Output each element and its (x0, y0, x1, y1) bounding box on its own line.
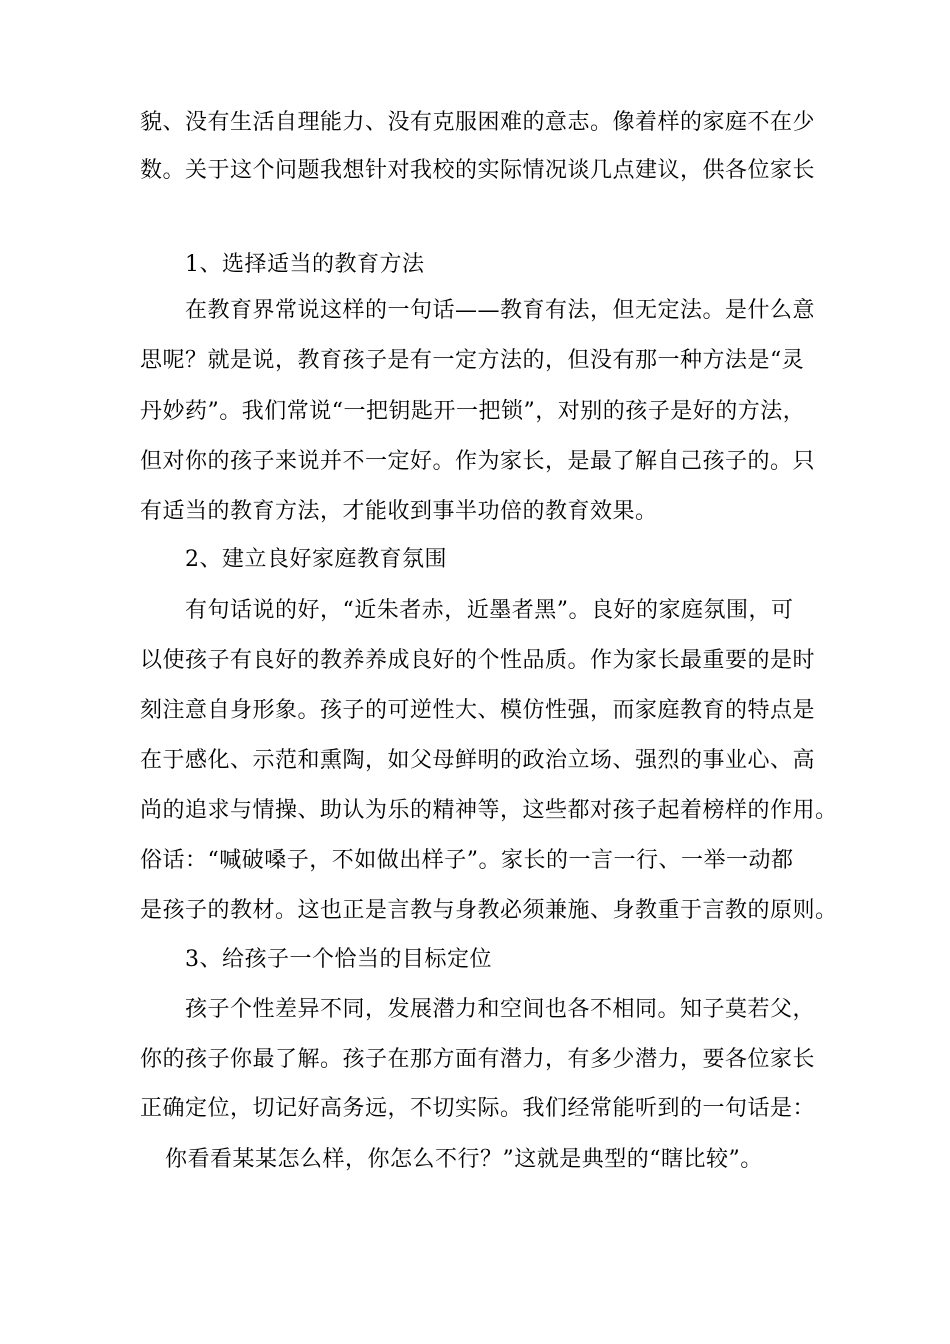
paragraph-line: 思呢？就是说，教育孩子是有一定方法的，但没有那一种方法是“灵 (140, 348, 805, 373)
paragraph-line: 你的孩子你最了解。孩子在那方面有潜力，有多少潜力，要各位家长 (140, 1047, 816, 1072)
paragraph-line: 你看看某某怎么样，你怎么不行？”这就是典型的“瞎比较”。 (165, 1147, 763, 1172)
paragraph-line: 以使孩子有良好的教养养成良好的个性品质。作为家长最重要的是时 (140, 648, 816, 673)
section-heading-3: 3、给孩子一个恰当的目标定位 (185, 947, 492, 972)
paragraph-line: 貌、没有生活自理能力、没有克服困难的意志。像着样的家庭不在少 (140, 110, 816, 135)
paragraph-line: 在于感化、示范和熏陶，如父母鲜明的政治立场、强烈的事业心、高 (140, 748, 816, 773)
paragraph-line: 刻注意自身形象。孩子的可逆性大、模仿性强，而家庭教育的特点是 (140, 698, 816, 723)
paragraph-line: 是孩子的教材。这也正是言教与身教必须兼施、身教重于言教的原则。 (140, 898, 838, 923)
paragraph-line: 正确定位，切记好高务远，不切实际。我们经常能听到的一句话是： (140, 1096, 816, 1121)
paragraph-line: 孩子个性差异不同，发展潜力和空间也各不相同。知子莫若父， (185, 997, 816, 1022)
paragraph-line: 在教育界常说这样的一句话——教育有法，但无定法。是什么意 (185, 298, 816, 323)
paragraph-line: 丹妙药”。我们常说“一把钥匙开一把锁”，对别的孩子是好的方法， (140, 399, 806, 424)
section-heading-1: 1、选择适当的教育方法 (185, 252, 425, 277)
paragraph-line: 尚的追求与情操、助认为乐的精神等，这些都对孩子起着榜样的作用。 (140, 798, 838, 823)
paragraph-line: 俗话：“喊破嗓子，不如做出样子”。家长的一言一行、一举一动都 (140, 848, 794, 873)
section-heading-2: 2、建立良好家庭教育氛围 (185, 547, 447, 572)
paragraph-line: 有句话说的好，“近朱者赤，近墨者黑”。良好的家庭氛围，可 (185, 598, 794, 623)
paragraph-line: 有适当的教育方法，才能收到事半功倍的教育效果。 (140, 499, 658, 524)
paragraph-line: 数。关于这个问题我想针对我校的实际情况谈几点建议，供各位家长 (140, 158, 816, 183)
paragraph-line: 但对你的孩子来说并不一定好。作为家长，是最了解自己孩子的。只 (140, 449, 816, 474)
